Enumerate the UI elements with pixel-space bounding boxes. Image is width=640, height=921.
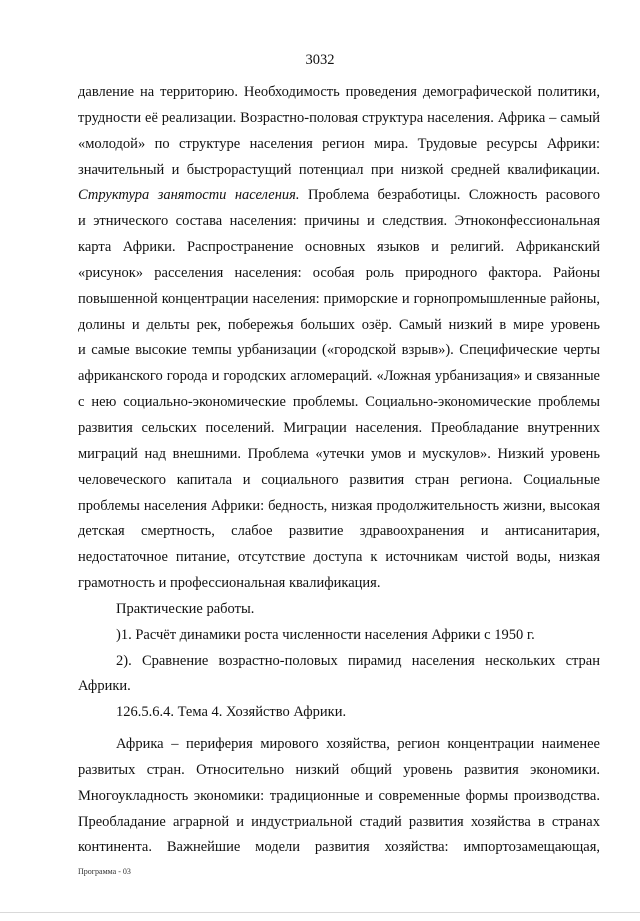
text-line: трудности её реализации. Возрастно-половая структура населения. Африка – самый <box>78 109 600 126</box>
text-line: «молодой» по структуре населения регион мира. Трудовые ресурсы Африки: <box>78 135 600 152</box>
text-line: недостаточное питание, отсутствие доступа к источникам чистой воды, низкая <box>78 549 600 566</box>
practical-item-2-cont: Африки. <box>78 678 131 695</box>
text-line: проблемы населения Африки: бедность, низкая продолжительность жизни, высокая <box>78 497 600 514</box>
economy-line: Многоукладность экономики: традиционные и современные формы производства. <box>78 787 600 804</box>
text-line-last: грамотность и профессиональная квалификация. <box>78 575 381 592</box>
economy-line: развитых стран. Относительно низкий общий уровень развития экономики. <box>78 761 600 778</box>
economy-line: Африка – периферия мирового хозяйства, регион концентрации наименее <box>116 736 600 753</box>
footer-label: Программа - 03 <box>78 867 131 876</box>
text-line-mixed <box>78 183 600 209</box>
practical-item-1: )1. Расчёт динамики роста численности населения Африки с 1950 г. <box>116 626 535 643</box>
text-line: с нею социально-экономические проблемы. Социально-экономические проблемы <box>78 394 600 411</box>
text-line: значительный и быстрорастущий потенциал при низкой средней квалификации. <box>78 161 600 178</box>
text-line: африканского города и городских агломераций. «Ложная урбанизация» и связанные <box>78 368 600 385</box>
text-line: и этнического состава населения: причины и следствия. Этноконфессиональная <box>78 213 600 230</box>
body-text <box>78 80 600 861</box>
text-line: миграций над внешними. Проблема «утечки умов и мускулов». Низкий уровень <box>78 445 600 462</box>
topic-heading: 126.5.6.4. Тема 4. Хозяйство Африки. <box>116 704 347 721</box>
economy-line: континента. Важнейшие модели развития хозяйства: импортозамещающая, <box>78 839 600 856</box>
text-line: карта Африки. Распространение основных языков и религий. Африканский <box>78 239 600 256</box>
practical-item-2: 2). Сравнение возрастно-половых пирамид населения нескольких стран <box>116 652 600 669</box>
text-line: человеческого капитала и социального развития стран региона. Социальные <box>78 471 600 488</box>
text-line: повышенной концентрации населения: приморские и горнопромышленные районы, <box>78 290 600 307</box>
text-line: детская смертность, слабое развитие здравоохранения и антисанитария, <box>78 523 600 540</box>
text-line: развития сельских поселений. Миграции населения. Преобладание внутренних <box>78 419 600 436</box>
text-line: и самые высокие темпы урбанизации («городской взрыв»). Специфические черты <box>78 342 600 359</box>
italic-phrase: Структура занятости населения. <box>78 187 300 204</box>
page-number: 3032 <box>305 52 335 68</box>
text-line-rest: Проблема безработицы. Сложность расового <box>307 187 601 204</box>
practical-heading: Практические работы. <box>116 600 255 617</box>
economy-line: Преобладание аграрной и индустриальной стадий развития хозяйства в странах <box>78 813 600 830</box>
text-line: долины и дельты рек, побережья больших озёр. Самый низкий в мире уровень <box>78 316 600 333</box>
text-line: давление на территорию. Необходимость проведения демографической политики, <box>78 84 600 100</box>
scan-edge-line <box>0 912 640 913</box>
text-line: «рисунок» расселения населения: особая роль природного фактора. Районы <box>78 264 600 281</box>
